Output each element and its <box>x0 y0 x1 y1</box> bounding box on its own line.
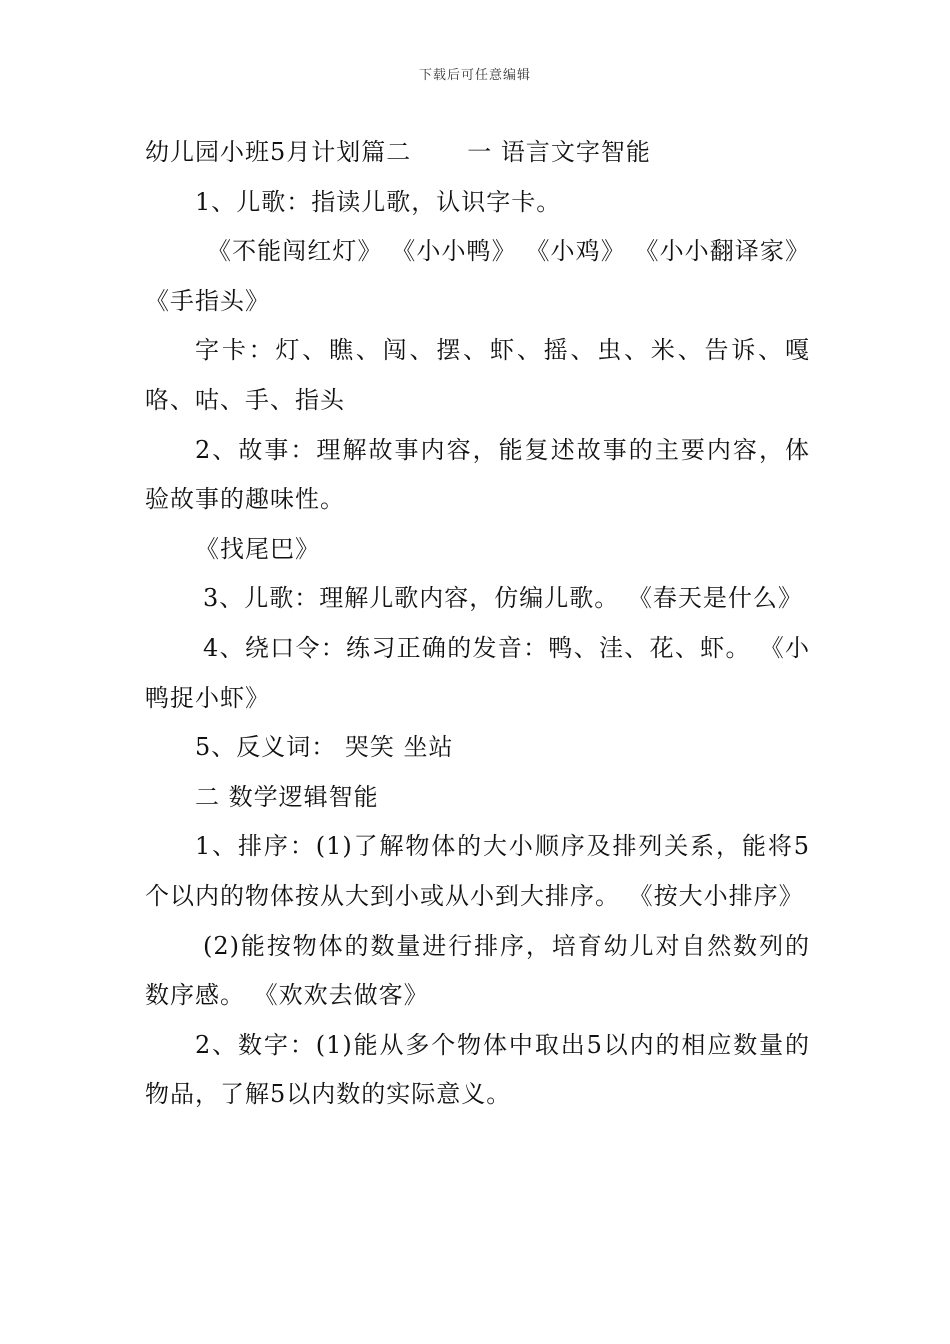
page-header: 下载后可任意编辑 <box>418 68 531 83</box>
paragraph-item-4: 4、绕口令：练习正确的发音：鸭、洼、花、虾。 《小鸭捉小虾》 <box>145 633 810 712</box>
document-body <box>145 128 810 1120</box>
paragraph-song-list: 《不能闯红灯》 《小小鸭》 《小鸡》 《小小翻译家》 《手指头》 <box>145 237 810 315</box>
paragraph-math-item-2: 2、数字：(1)能从多个物体中取出5以内的相应数量的物品，了解5以内数的实际意义。 <box>145 1030 810 1109</box>
paragraph-item-1: 1、儿歌：指读儿歌，认识字卡。 <box>195 187 562 216</box>
section-heading-language: 一 语言文字智能 <box>467 138 651 166</box>
section-heading-math: 二 数学逻辑智能 <box>195 782 379 811</box>
paragraph-word-cards: 字卡：灯、瞧、闯、摆、虾、摇、虫、米、告诉、嘎咯、咕、手、指头 <box>145 336 810 414</box>
paragraph-item-3: 3、儿歌：理解儿歌内容，仿编儿歌。 《春天是什么》 <box>203 584 803 613</box>
paragraph-story-title: 《找尾巴》 <box>195 534 320 563</box>
title-line <box>145 128 810 178</box>
paragraph-item-2: 2、故事：理解故事内容，能复述故事的主要内容，体验故事的趣味性。 <box>145 435 810 514</box>
paragraph-item-5: 5、反义词： 哭笑 坐站 <box>195 733 454 762</box>
paragraph-math-item-1: 1、排序：(1)了解物体的大小顺序及排列关系，能将5个以内的物体按从大到小或从小到大排序。 《按大小排序》 <box>145 832 810 910</box>
document-title: 幼儿园小班5月计划篇二 <box>145 138 412 166</box>
paragraph-math-item-1-2: (2)能按物体的数量进行排序，培育幼儿对自然数列的数序感。 《欢欢去做客》 <box>145 931 810 1010</box>
